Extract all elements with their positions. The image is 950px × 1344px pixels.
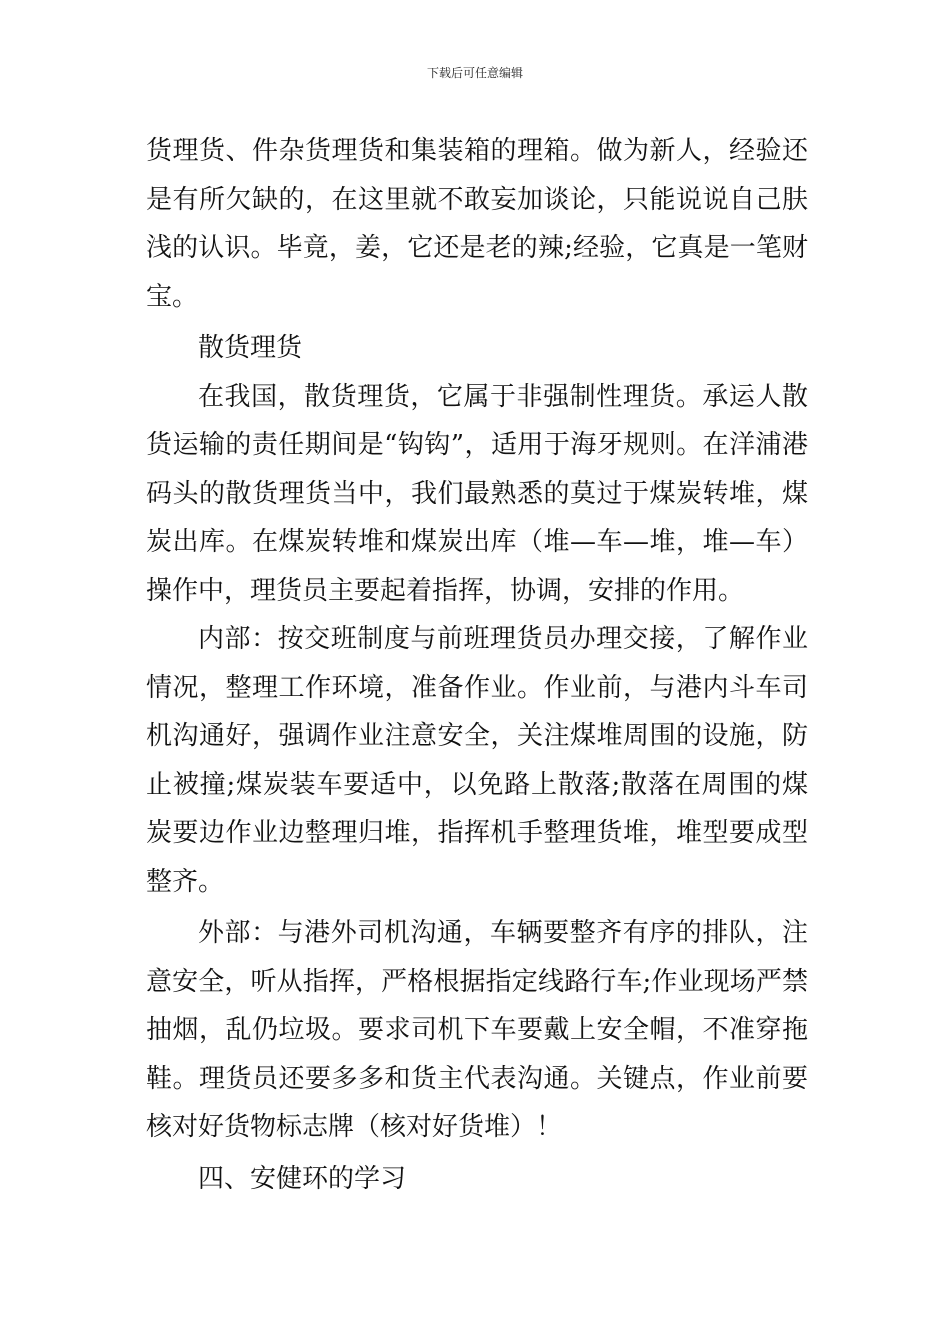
section-heading-bulk-cargo: 散货理货: [198, 333, 303, 363]
paragraph-bulk-cargo-intro: 在我国，散货理货，它属于非强制性理货。承运人散货运输的责任期间是“钩钩”，适用于海牙规则。在洋浦港码头的散货理货当中，我们最熟悉的莫过于煤炭转堆，煤炭出库。在煤炭转堆和煤炭出库（堆—车—堆，堆—车）操作中，理货员主要起着指挥，协调，安排的作用。: [146, 381, 808, 606]
paragraph-internal: 内部：按交班制度与前班理货员办理交接，了解作业情况，整理工作环境，准备作业。作业前，与港内斗车司机沟通好，强调作业注意安全，关注煤堆周围的设施，防止被撞;煤炭装车要适中，以免路上散落;散落在周围的煤炭要边作业边整理归堆，指挥机手整理货堆，堆型要成型整齐。: [146, 624, 808, 897]
section-heading-safety: 四、安健环的学习: [198, 1163, 407, 1194]
paragraph-external: 外部：与港外司机沟通，车辆要整齐有序的排队，注意安全，听从指挥，严格根据指定线路行车;作业现场严禁抽烟，乱仍垃圾。要求司机下车要戴上安全帽，不准穿拖鞋。理货员还要多多和货主代表沟通。关键点，作业前要核对好货物标志牌（核对好货堆）！: [146, 918, 808, 1142]
paragraph-continuation: 货理货、件杂货理货和集装箱的理箱。做为新人，经验还是有所欠缺的，在这里就不敢妄加谈论，只能说说自己肤浅的认识。毕竟，姜，它还是老的辣;经验，它真是一笔财宝。: [146, 136, 808, 312]
document-body: [146, 127, 808, 1203]
page-header-note: 下载后可任意编辑: [426, 66, 523, 80]
